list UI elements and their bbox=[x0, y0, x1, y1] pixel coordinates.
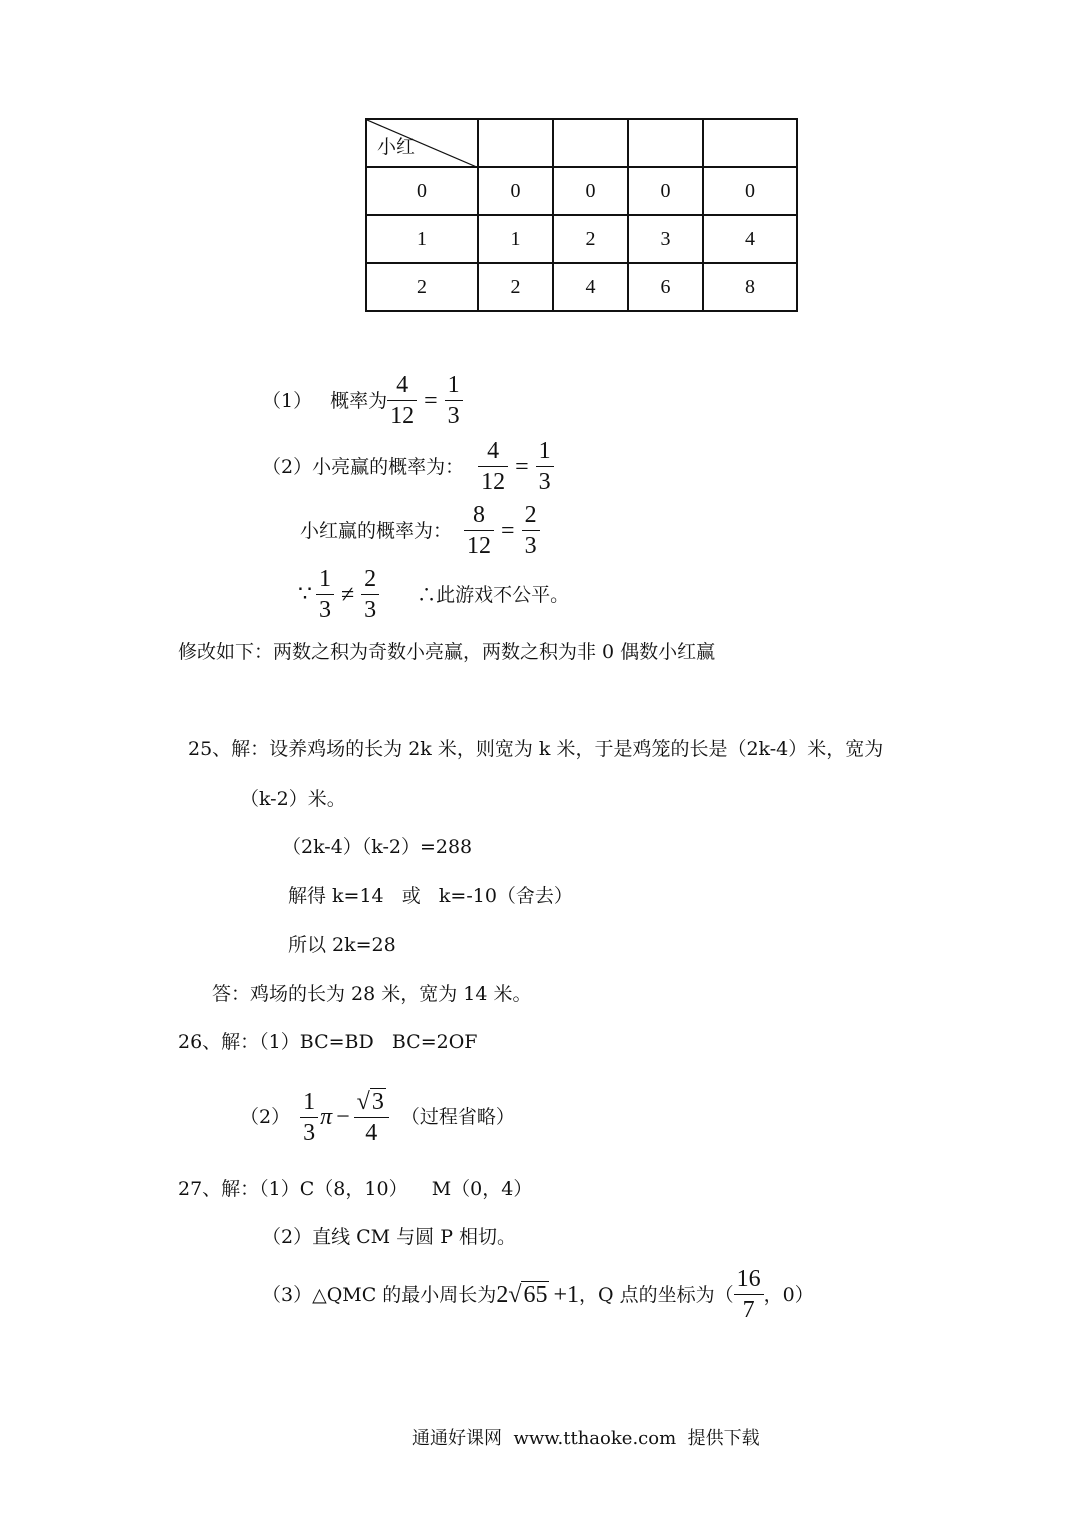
fraction: $\frac{4}{12}$ bbox=[478, 438, 508, 495]
fraction: $\frac{2}{3}$ bbox=[522, 502, 540, 559]
header-cell bbox=[703, 119, 797, 167]
equals-sign: = bbox=[424, 387, 438, 414]
table-cell: 2 bbox=[478, 263, 553, 311]
coordinate-end: ，0） bbox=[763, 1283, 814, 1306]
table-cell: 6 bbox=[628, 263, 703, 311]
header-cell bbox=[478, 119, 553, 167]
fraction: $\frac{1}{3}$ bbox=[300, 1089, 318, 1146]
q25-line1: 25、解：设养鸡场的长为 2k 米，则宽为 k 米，于是鸡笼的长是（2k-4）米，宽为 bbox=[188, 738, 884, 760]
equals-sign: = bbox=[501, 517, 515, 544]
table-cell: 0 bbox=[366, 167, 478, 215]
q24-part3 bbox=[300, 502, 540, 559]
fraction: $\frac{1}{3}$ bbox=[445, 372, 463, 429]
q24-part1 bbox=[262, 372, 463, 429]
fraction: $\frac{8}{12}$ bbox=[464, 502, 494, 559]
q25-answer: 答：鸡场的长为 28 米，宽为 14 米。 bbox=[212, 983, 532, 1005]
because-symbol: ∵ bbox=[298, 581, 312, 607]
table-cell: 1 bbox=[366, 215, 478, 263]
therefore-text: ∴此游戏不公平。 bbox=[417, 583, 570, 606]
part2-label: （2） bbox=[240, 1106, 291, 1129]
table-cell: 8 bbox=[703, 263, 797, 311]
sqrt-symbol: √3 bbox=[356, 1089, 384, 1116]
q27-line1: 27、解：（1）C（8，10） M（0，4） bbox=[178, 1178, 533, 1200]
table-row bbox=[366, 263, 797, 311]
table-cell: 1 bbox=[478, 215, 553, 263]
q25-solution: 解得 k=14 或 k=-10（舍去） bbox=[288, 885, 573, 907]
fraction: $\frac{2}{3}$ bbox=[361, 566, 379, 623]
q27-part3 bbox=[262, 1266, 814, 1323]
corner-label: 小红 bbox=[377, 136, 416, 158]
table-cell: 0 bbox=[553, 167, 628, 215]
q25-result: 所以 2k=28 bbox=[288, 934, 396, 956]
table-cell: 4 bbox=[703, 215, 797, 263]
fraction: $\frac{16}{7}$ bbox=[734, 1266, 764, 1323]
q26-part2 bbox=[240, 1088, 515, 1146]
table-row bbox=[366, 215, 797, 263]
not-equal-sign: ≠ bbox=[341, 581, 355, 608]
table-cell: 0 bbox=[703, 167, 797, 215]
part3-text: （3）△QMC 的最小周长为 bbox=[262, 1283, 497, 1306]
modify-line: 修改如下：两数之积为奇数小亮赢，两数之积为非 0 偶数小红赢 bbox=[178, 641, 716, 663]
part1-label: （1） bbox=[262, 389, 313, 412]
product-table bbox=[365, 118, 798, 312]
fraction: $\frac{4}{12}$ bbox=[387, 372, 417, 429]
header-cell bbox=[553, 119, 628, 167]
table-header-row bbox=[366, 119, 797, 167]
q27-line2: （2）直线 CM 与圆 P 相切。 bbox=[262, 1226, 517, 1248]
equals-sign: = bbox=[515, 453, 529, 480]
plus-one: +1 bbox=[553, 1281, 580, 1308]
table-corner-cell bbox=[366, 119, 478, 167]
fraction: $\frac{1}{3}$ bbox=[536, 438, 554, 495]
table-row bbox=[366, 167, 797, 215]
part1-text: 概率为 bbox=[330, 389, 388, 412]
part2-label: （2）小亮赢的概率为： bbox=[262, 455, 465, 478]
minus-sign: − bbox=[336, 1104, 350, 1131]
process-note: （过程省略） bbox=[400, 1106, 515, 1129]
fraction: $\frac{√3}{4}$ bbox=[354, 1088, 389, 1146]
pi-symbol: π bbox=[320, 1104, 333, 1131]
q26-line1: 26、解：（1）BC=BD BC=2OF bbox=[178, 1031, 478, 1053]
sqrt-symbol: √65 bbox=[508, 1281, 548, 1308]
footer-text: 通通好课网 www.tthaoke.com 提供下载 bbox=[412, 1428, 760, 1449]
q25-equation: （2k-4）（k-2）=288 bbox=[282, 836, 473, 858]
coordinate-text: ，Q 点的坐标为（ bbox=[579, 1283, 734, 1306]
table-cell: 0 bbox=[628, 167, 703, 215]
q25-line2: （k-2）米。 bbox=[240, 788, 346, 810]
q24-inequality bbox=[298, 566, 569, 623]
table-cell: 0 bbox=[478, 167, 553, 215]
header-cell bbox=[628, 119, 703, 167]
table-cell: 4 bbox=[553, 263, 628, 311]
table-cell: 3 bbox=[628, 215, 703, 263]
table-cell: 2 bbox=[366, 263, 478, 311]
q24-part2 bbox=[262, 438, 554, 495]
coefficient: 2 bbox=[496, 1281, 509, 1308]
fraction: $\frac{1}{3}$ bbox=[316, 566, 334, 623]
table-cell: 2 bbox=[553, 215, 628, 263]
part3-text: 小红赢的概率为： bbox=[300, 519, 453, 542]
